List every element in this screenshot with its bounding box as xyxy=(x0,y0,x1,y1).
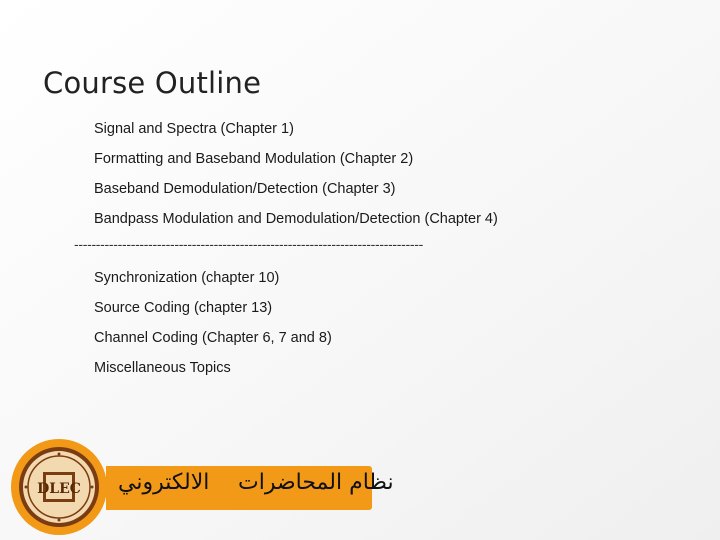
svg-text:DLEC: DLEC xyxy=(37,481,81,497)
outline-item: Bandpass Modulation and Demodulation/Detection (Chapter 4) xyxy=(94,211,498,227)
outline-item: Formatting and Baseband Modulation (Chapter 2) xyxy=(94,151,414,167)
outline-item: Miscellaneous Topics xyxy=(94,360,231,376)
footer-text-electronic: الالكتروني xyxy=(118,470,210,495)
outline-item: Signal and Spectra (Chapter 1) xyxy=(94,121,294,137)
outline-item: Synchronization (chapter 10) xyxy=(94,270,280,286)
outline-item: Channel Coding (Chapter 6, 7 and 8) xyxy=(94,330,332,346)
outline-item: Baseband Demodulation/Detection (Chapter 3) xyxy=(94,181,396,197)
section-divider: -------------------------------------------------------------------------------- xyxy=(74,236,423,252)
outline-item: Source Coding (chapter 13) xyxy=(94,300,273,316)
footer-text-lecture-system: نظام المحاضرات xyxy=(238,470,394,495)
dlec-logo-icon xyxy=(10,438,108,536)
slide-title: Course Outline xyxy=(43,66,262,100)
